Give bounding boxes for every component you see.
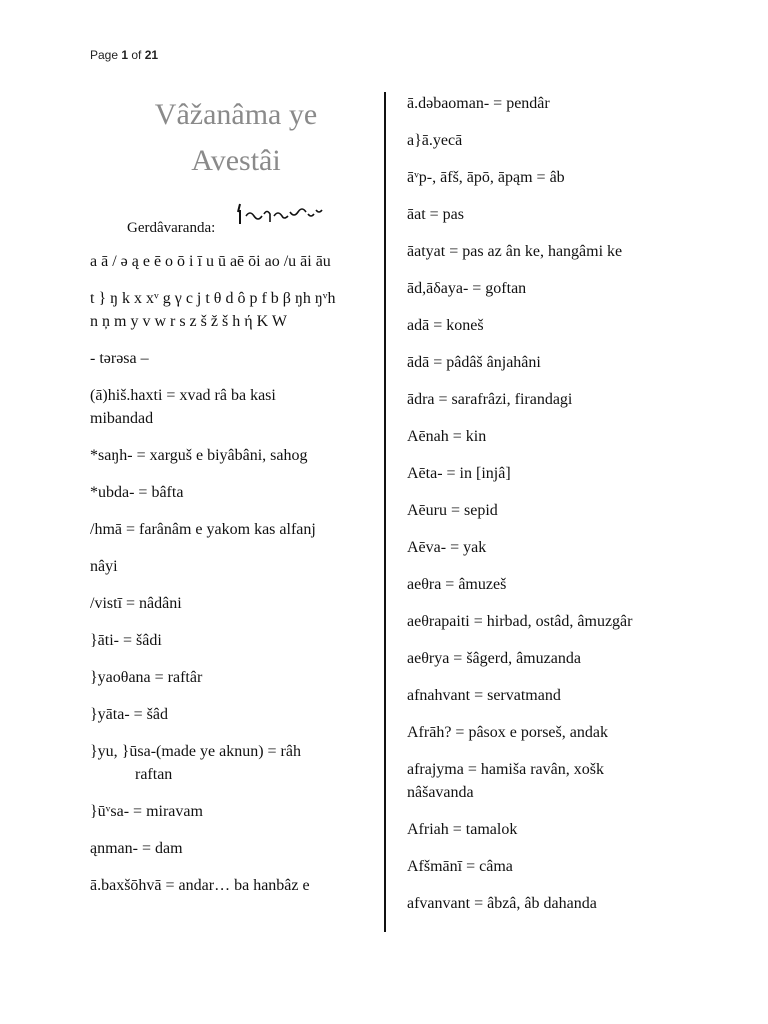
- entry-continuation: nâšavanda: [407, 784, 474, 801]
- entry-text: afvanvant = âbzâ, âb dahanda: [407, 895, 597, 912]
- entry-text: aeθrapaiti = hirbad, ostâd, âmuzgâr: [407, 613, 633, 630]
- dictionary-entry: [407, 351, 707, 374]
- entry-text: }āti- = šâdi: [90, 632, 162, 649]
- dictionary-entry: [90, 555, 370, 578]
- dictionary-entry: [407, 818, 707, 841]
- dictionary-entry: [90, 250, 370, 273]
- dictionary-entry: [407, 684, 707, 707]
- entry-text: t } ŋ k x xᵛ g γ c j t θ d ô p f b β ŋh ŋᵛh: [90, 290, 336, 307]
- entry-text: a ā / ə ą e ē o ō i ī u ū aē ōi ao /u āi āu: [90, 253, 331, 270]
- entry-text: āᵛp-, āfš, āpō, āpąm = âb: [407, 169, 565, 186]
- entry-text: Aēnah = kin: [407, 428, 487, 445]
- dictionary-entry: [407, 277, 707, 300]
- dictionary-entry: [407, 647, 707, 670]
- entry-text: }yaoθana = raftâr: [90, 669, 203, 686]
- avestan-script-signature: [236, 198, 324, 228]
- entry-continuation: n ņ m y v w r s z š ž š h ή K W: [90, 313, 287, 330]
- dictionary-entry: [407, 166, 707, 189]
- dictionary-entry: [407, 610, 707, 633]
- dictionary-entry: [90, 592, 370, 615]
- entry-text: āat = pas: [407, 206, 464, 223]
- dictionary-entry: [90, 518, 370, 541]
- dictionary-entry: [407, 499, 707, 522]
- dictionary-entry: [407, 721, 707, 744]
- entry-text: ąnman- = dam: [90, 840, 183, 857]
- dictionary-entry: [407, 129, 707, 152]
- dictionary-entry: [407, 203, 707, 226]
- entry-text: afrajyma = hamiša ravân, xošk: [407, 761, 604, 778]
- entry-text: Afrāh? = pâsox e porseš, andak: [407, 724, 608, 741]
- entry-text: adā = koneš: [407, 317, 484, 334]
- right-column: [407, 92, 707, 929]
- entry-text: nâyi: [90, 558, 118, 575]
- dictionary-entry: [407, 536, 707, 559]
- dictionary-entry: [407, 462, 707, 485]
- dictionary-entry: [407, 758, 707, 804]
- dictionary-entry: [90, 629, 370, 652]
- left-column: [90, 250, 370, 911]
- dictionary-entry: [90, 800, 370, 823]
- entry-text: }yāta- = šâd: [90, 706, 169, 723]
- entry-text: ā.baxšōhvā = andar… ba hanbâz e: [90, 877, 310, 894]
- entry-text: Aēta- = in [injâ]: [407, 465, 511, 482]
- entry-text: a}ā.yecā: [407, 132, 463, 149]
- dictionary-entry: [407, 92, 707, 115]
- entry-text: Afriah = tamalok: [407, 821, 518, 838]
- entry-text: ā.dəbaoman- = pendâr: [407, 95, 550, 112]
- dictionary-entry: [407, 388, 707, 411]
- entry-text: Aēva- = yak: [407, 539, 487, 556]
- column-divider: [384, 92, 386, 932]
- entry-text: *ubda- = bâfta: [90, 484, 184, 501]
- dictionary-entry: [90, 666, 370, 689]
- dictionary-entry: [90, 740, 370, 786]
- dictionary-entry: [90, 703, 370, 726]
- dictionary-entry: [90, 444, 370, 467]
- dictionary-entry: [90, 481, 370, 504]
- entry-text: afnahvant = servatmand: [407, 687, 561, 704]
- title-line-2: Avestâi: [191, 144, 281, 177]
- dictionary-entry: [90, 874, 370, 897]
- entry-continuation: mibandad: [90, 410, 154, 427]
- document-title: [90, 92, 382, 184]
- dictionary-entry: [90, 287, 370, 333]
- entry-text: aeθrya = šâgerd, âmuzanda: [407, 650, 581, 667]
- entry-text: Aēuru = sepid: [407, 502, 498, 519]
- dictionary-entry: [90, 384, 370, 430]
- dictionary-entry: [90, 347, 370, 370]
- entry-text: - tərəsa –: [90, 350, 149, 367]
- dictionary-entry: [407, 855, 707, 878]
- dictionary-entry: [407, 573, 707, 596]
- dictionary-entry: [407, 240, 707, 263]
- dictionary-entry: [407, 892, 707, 915]
- entry-text: āatyat = pas az ân ke, hangâmi ke: [407, 243, 623, 260]
- entry-text: }yu, }ūsa-(made ye aknun) = râh: [90, 743, 301, 760]
- dictionary-entry: [407, 425, 707, 448]
- entry-text: ād,āδaya- = goftan: [407, 280, 527, 297]
- dictionary-entry: [90, 837, 370, 860]
- entry-text: /hmā = farânâm e yakom kas alfanj: [90, 521, 316, 538]
- entry-text: ādra = sarafrâzi, firandagi: [407, 391, 573, 408]
- entry-text: /vistī = nâdâni: [90, 595, 182, 612]
- entry-text: *saŋh- = xarguš e biyâbâni, sahog: [90, 447, 308, 464]
- page-number: Page 1 of 21: [90, 48, 159, 62]
- entry-text: (ā)hiš.haxti = xvad râ ba kasi: [90, 387, 276, 404]
- entry-text: aeθra = âmuzeš: [407, 576, 507, 593]
- title-line-1: Vâžanâma ye: [154, 98, 318, 131]
- entry-continuation: raftan: [135, 766, 173, 783]
- gerdavaranda-label: Gerdâvaranda:: [127, 220, 216, 236]
- entry-text: Afšmānī = câma: [407, 858, 513, 875]
- dictionary-entry: [407, 314, 707, 337]
- entry-text: }ūᵛsa- = miravam: [90, 803, 203, 820]
- entry-text: ādā = pâdâš ânjahâni: [407, 354, 541, 371]
